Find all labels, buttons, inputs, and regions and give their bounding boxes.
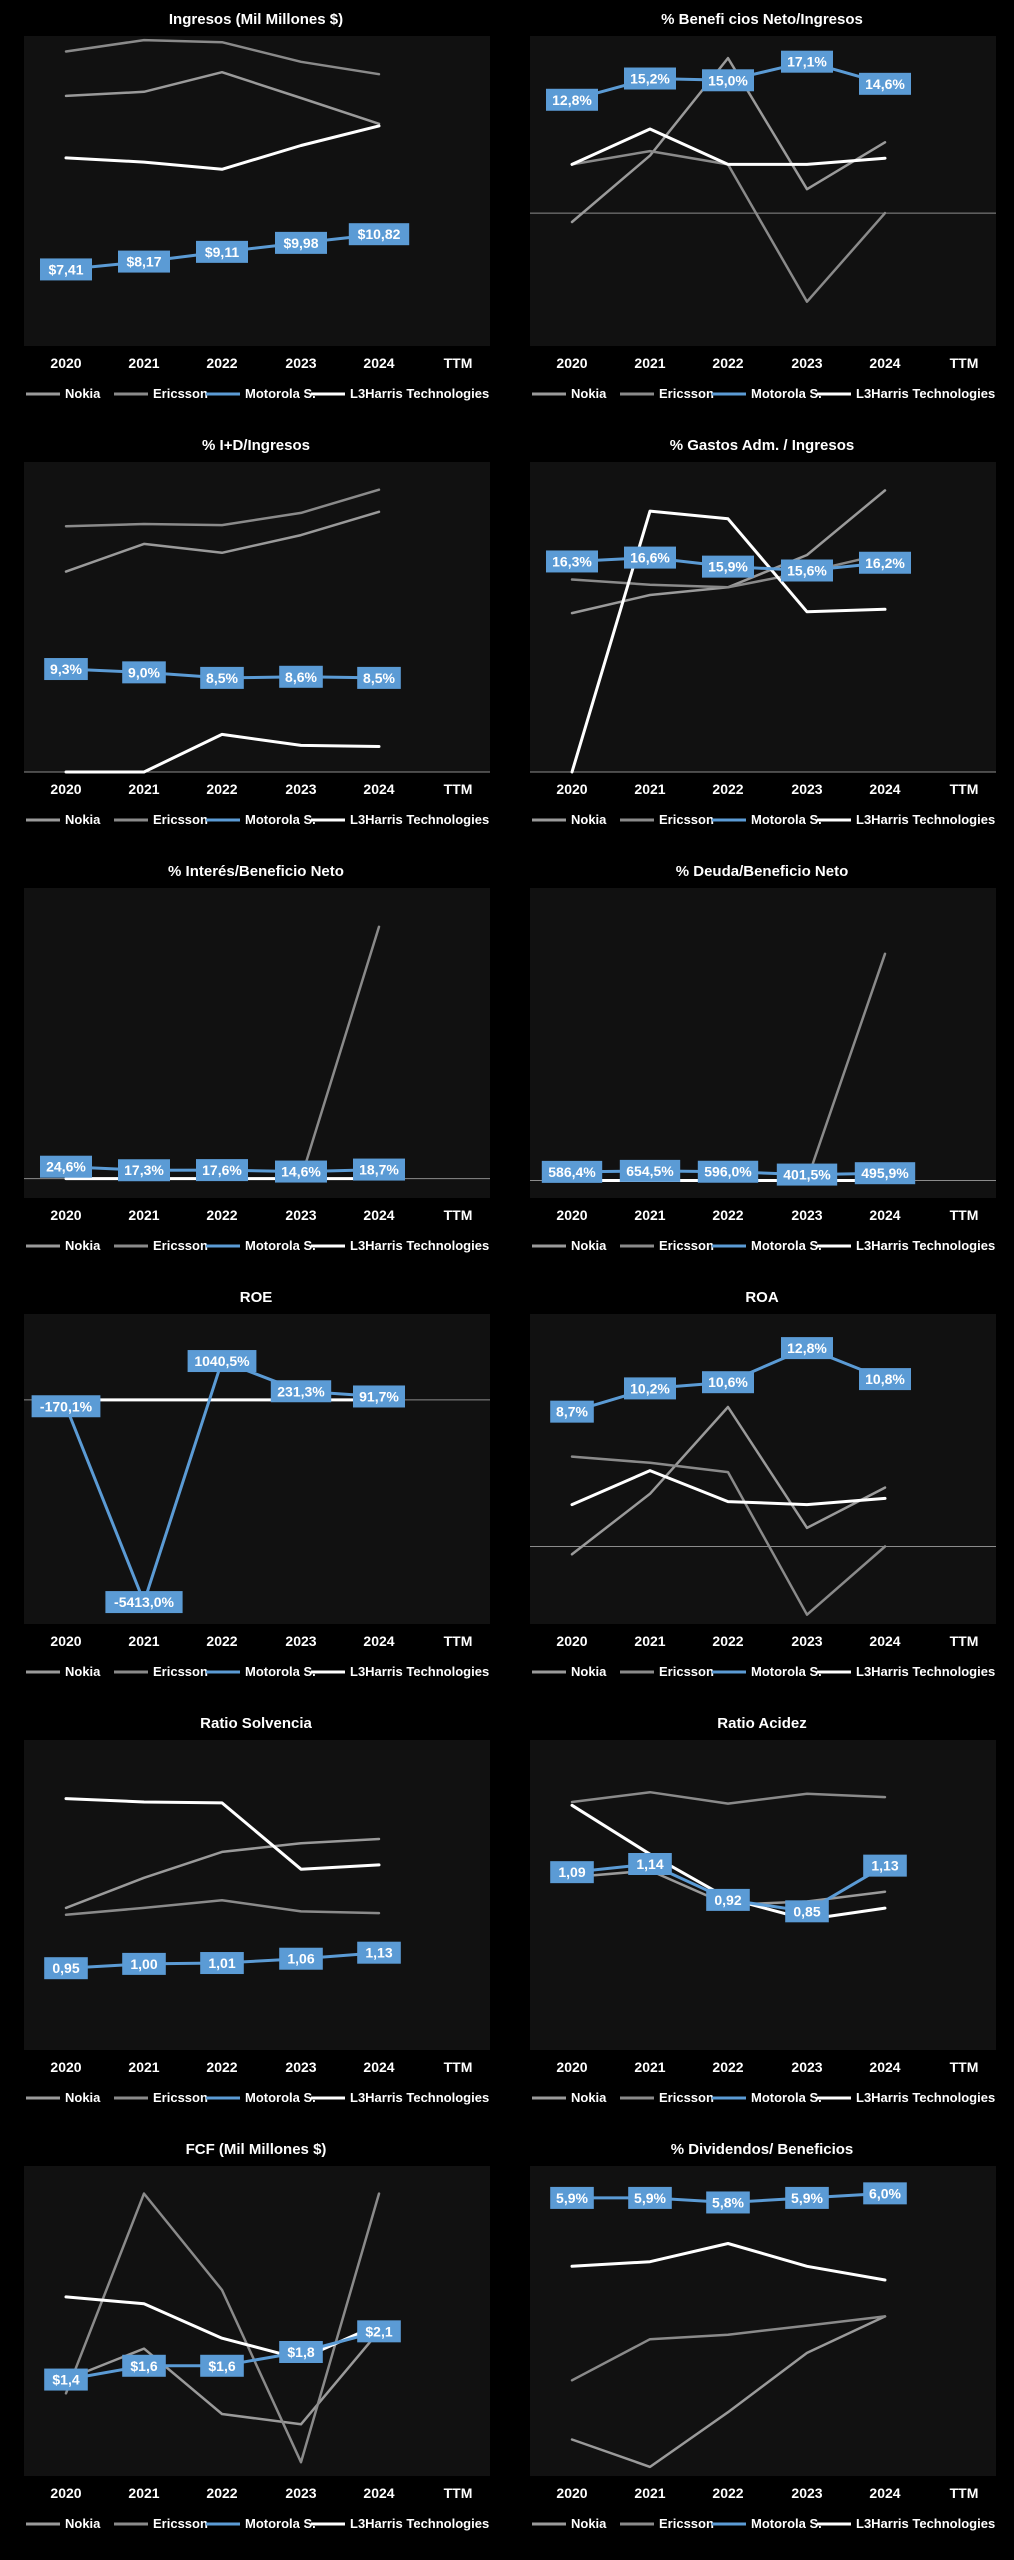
data-label bbox=[702, 1371, 754, 1393]
data-label-text: 17,6% bbox=[202, 1162, 242, 1179]
data-label bbox=[105, 1591, 182, 1613]
x-tick-label: 2022 bbox=[206, 2059, 238, 2075]
x-tick-label: 2022 bbox=[712, 355, 744, 371]
data-label bbox=[702, 556, 754, 578]
chart-title: % Deuda/Beneficio Neto bbox=[675, 863, 849, 880]
x-tick-label: TTM bbox=[443, 2485, 473, 2501]
data-label-text: 18,7% bbox=[359, 1161, 399, 1178]
data-label-text: 15,9% bbox=[708, 558, 748, 575]
chart-title: ROE bbox=[239, 1289, 273, 1306]
data-label bbox=[863, 1855, 907, 1877]
chart-title: FCF (Mil Millones $) bbox=[185, 2141, 327, 2158]
x-tick-label: 2021 bbox=[634, 781, 666, 797]
x-tick-label: 2023 bbox=[791, 781, 823, 797]
x-tick-label: 2020 bbox=[556, 2059, 588, 2075]
data-label bbox=[32, 1395, 101, 1417]
x-tick-label: 2021 bbox=[128, 1633, 160, 1649]
data-label bbox=[785, 1900, 829, 1922]
legend-label-ericsson: Ericsson bbox=[153, 386, 208, 401]
data-label-text: $1,8 bbox=[287, 2344, 315, 2360]
data-label bbox=[863, 2182, 907, 2204]
plot-area bbox=[24, 462, 490, 772]
data-label bbox=[781, 1337, 833, 1359]
chart-title: Ratio Acidez bbox=[717, 1715, 807, 1732]
data-label bbox=[40, 1156, 92, 1178]
legend-label-nokia: Nokia bbox=[65, 2516, 101, 2531]
x-tick-label: TTM bbox=[443, 355, 473, 371]
plot-area bbox=[530, 462, 996, 772]
data-label bbox=[200, 1952, 244, 1974]
legend-label-nokia: Nokia bbox=[571, 1238, 607, 1253]
data-label-text: 5,9% bbox=[791, 2189, 823, 2206]
legend-label-motorola-s: Motorola S. bbox=[245, 2516, 316, 2531]
legend-label-ericsson: Ericsson bbox=[659, 386, 714, 401]
chart-panel-ratio-solvencia bbox=[6, 1704, 506, 2124]
data-label bbox=[44, 2369, 88, 2391]
data-label bbox=[357, 1942, 401, 1964]
chart-panel-benefi-cios-neto-ingresos bbox=[512, 0, 1012, 420]
legend-label-nokia: Nokia bbox=[571, 2090, 607, 2105]
data-label bbox=[624, 547, 676, 569]
legend bbox=[26, 1664, 489, 1679]
plot-area bbox=[530, 2166, 996, 2476]
legend-label-nokia: Nokia bbox=[65, 1238, 101, 1253]
data-label-text: 1,06 bbox=[287, 1950, 315, 1967]
legend-label-l3harris-technologies: L3Harris Technologies bbox=[350, 1664, 490, 1679]
data-label bbox=[781, 51, 833, 73]
legend-label-l3harris-technologies: L3Harris Technologies bbox=[856, 1664, 996, 1679]
data-label-text: 0,95 bbox=[52, 1960, 80, 1977]
data-label-text: 16,2% bbox=[865, 554, 905, 571]
data-label-text: $9,98 bbox=[283, 234, 319, 251]
data-label bbox=[200, 667, 244, 689]
x-tick-label: 2021 bbox=[634, 1633, 666, 1649]
x-tick-label: 2021 bbox=[634, 355, 666, 371]
x-tick-label: 2022 bbox=[712, 2059, 744, 2075]
data-label-text: 10,2% bbox=[630, 1380, 670, 1397]
legend bbox=[26, 2516, 489, 2531]
legend bbox=[532, 2516, 995, 2531]
legend bbox=[532, 812, 995, 827]
data-label-text: 14,6% bbox=[865, 75, 905, 92]
legend-label-ericsson: Ericsson bbox=[659, 812, 714, 827]
chart-svg bbox=[6, 2130, 506, 2550]
chart-svg bbox=[512, 426, 1012, 846]
data-label bbox=[706, 2191, 750, 2213]
x-tick-label: 2023 bbox=[285, 1633, 317, 1649]
x-tick-label: 2022 bbox=[712, 781, 744, 797]
data-label-text: 5,8% bbox=[712, 2194, 744, 2211]
x-tick-label: 2021 bbox=[128, 355, 160, 371]
x-tick-label: 2022 bbox=[712, 1633, 744, 1649]
data-label bbox=[706, 1889, 750, 1911]
x-tick-label: 2022 bbox=[206, 781, 238, 797]
legend-label-motorola-s: Motorola S. bbox=[751, 2090, 822, 2105]
x-tick-label: 2021 bbox=[634, 2059, 666, 2075]
chart-title: % Dividendos/ Beneficios bbox=[670, 2141, 854, 2158]
x-tick-label: 2021 bbox=[128, 1207, 160, 1223]
data-label bbox=[785, 2187, 829, 2209]
data-label bbox=[279, 1948, 323, 1970]
x-tick-label: 2020 bbox=[50, 355, 82, 371]
legend-label-nokia: Nokia bbox=[571, 2516, 607, 2531]
legend-label-motorola-s: Motorola S. bbox=[751, 2516, 822, 2531]
plot-area bbox=[530, 36, 996, 346]
x-tick-label: TTM bbox=[949, 781, 979, 797]
data-label-text: -170,1% bbox=[39, 1398, 93, 1415]
x-tick-label: 2024 bbox=[363, 781, 395, 797]
legend bbox=[26, 386, 489, 401]
chart-title: ROA bbox=[745, 1289, 779, 1306]
legend-label-nokia: Nokia bbox=[65, 386, 101, 401]
data-label-text: 586,4% bbox=[548, 1163, 596, 1180]
legend-label-ericsson: Ericsson bbox=[659, 1664, 714, 1679]
data-label-text: 15,6% bbox=[787, 562, 827, 579]
data-label-text: 0,92 bbox=[714, 1891, 742, 1908]
chart-panel-gastos-adm-ingresos bbox=[512, 426, 1012, 846]
data-label-text: 14,6% bbox=[281, 1163, 321, 1180]
data-label-text: 24,6% bbox=[46, 1158, 86, 1175]
data-label bbox=[702, 69, 754, 91]
data-label-text: $2,1 bbox=[365, 2323, 393, 2340]
x-tick-label: 2021 bbox=[634, 2485, 666, 2501]
x-tick-label: 2024 bbox=[363, 1633, 395, 1649]
legend-label-ericsson: Ericsson bbox=[153, 2516, 208, 2531]
data-label-text: $9,11 bbox=[204, 243, 240, 260]
legend-label-nokia: Nokia bbox=[571, 1664, 607, 1679]
data-label-text: 1,09 bbox=[558, 1864, 586, 1881]
x-tick-label: TTM bbox=[949, 2059, 979, 2075]
x-tick-label: 2020 bbox=[50, 1633, 82, 1649]
data-label-text: $1,6 bbox=[130, 2357, 158, 2374]
x-tick-label: 2024 bbox=[869, 2485, 901, 2501]
legend-label-l3harris-technologies: L3Harris Technologies bbox=[350, 1238, 490, 1253]
legend-label-ericsson: Ericsson bbox=[659, 2516, 714, 2531]
data-label bbox=[118, 1159, 170, 1181]
legend-label-ericsson: Ericsson bbox=[153, 2090, 208, 2105]
data-label bbox=[44, 658, 88, 680]
legend bbox=[26, 1238, 489, 1253]
data-label-text: 16,6% bbox=[630, 549, 670, 566]
chart-svg bbox=[512, 0, 1012, 420]
chart-panel-ratio-acidez bbox=[512, 1704, 1012, 2124]
data-label-text: 8,7% bbox=[556, 1403, 588, 1420]
legend-label-l3harris-technologies: L3Harris Technologies bbox=[350, 386, 490, 401]
chart-svg bbox=[512, 852, 1012, 1272]
chart-svg bbox=[6, 1278, 506, 1698]
data-label-text: 1,14 bbox=[636, 1856, 664, 1872]
chart-panel-roe bbox=[6, 1278, 506, 1698]
x-tick-label: TTM bbox=[443, 1633, 473, 1649]
x-tick-label: 2022 bbox=[206, 2485, 238, 2501]
legend-label-nokia: Nokia bbox=[571, 812, 607, 827]
chart-panel-fcf-mil-millones bbox=[6, 2130, 506, 2550]
x-tick-label: 2022 bbox=[206, 355, 238, 371]
chart-panel-ingresos-mil-millones bbox=[6, 0, 506, 420]
data-label-text: 8,5% bbox=[363, 669, 395, 686]
data-label bbox=[353, 1385, 405, 1407]
chart-svg bbox=[6, 852, 506, 1272]
data-label-text: 9,0% bbox=[128, 664, 160, 681]
legend-label-l3harris-technologies: L3Harris Technologies bbox=[856, 2090, 996, 2105]
x-tick-label: 2024 bbox=[869, 355, 901, 371]
legend-label-motorola-s: Motorola S. bbox=[245, 2090, 316, 2105]
data-label bbox=[275, 1161, 327, 1183]
x-tick-label: 2023 bbox=[791, 2485, 823, 2501]
legend-label-nokia: Nokia bbox=[571, 386, 607, 401]
legend bbox=[532, 2090, 995, 2105]
x-tick-label: TTM bbox=[949, 1207, 979, 1223]
legend-label-l3harris-technologies: L3Harris Technologies bbox=[856, 386, 996, 401]
x-tick-label: TTM bbox=[949, 355, 979, 371]
data-label bbox=[624, 1377, 676, 1399]
data-label-text: 10,6% bbox=[708, 1374, 748, 1391]
x-tick-label: 2020 bbox=[50, 1207, 82, 1223]
data-label-text: 10,8% bbox=[865, 1371, 905, 1388]
legend-label-nokia: Nokia bbox=[65, 2090, 101, 2105]
x-tick-label: TTM bbox=[443, 2059, 473, 2075]
data-label-text: 1,13 bbox=[871, 1857, 899, 1874]
data-label bbox=[628, 2187, 672, 2209]
x-tick-label: TTM bbox=[443, 1207, 473, 1223]
chart-svg bbox=[6, 426, 506, 846]
data-label-text: 12,8% bbox=[552, 91, 592, 108]
data-label-text: 16,3% bbox=[552, 553, 592, 570]
legend bbox=[532, 386, 995, 401]
data-label-text: 17,3% bbox=[124, 1162, 164, 1179]
legend-label-l3harris-technologies: L3Harris Technologies bbox=[856, 2516, 996, 2531]
x-tick-label: 2023 bbox=[791, 2059, 823, 2075]
chart-svg bbox=[6, 0, 506, 420]
x-tick-label: 2023 bbox=[791, 1207, 823, 1223]
data-label-text: 231,3% bbox=[277, 1383, 325, 1400]
legend bbox=[26, 812, 489, 827]
chart-svg bbox=[512, 1704, 1012, 2124]
data-label-text: 15,2% bbox=[630, 70, 670, 87]
x-tick-label: 2022 bbox=[712, 1207, 744, 1223]
data-label bbox=[859, 73, 911, 95]
data-label-text: 495,9% bbox=[861, 1165, 909, 1182]
data-label bbox=[188, 1350, 257, 1372]
legend bbox=[532, 1664, 995, 1679]
plot-area bbox=[24, 1314, 490, 1624]
x-tick-label: 2024 bbox=[869, 1207, 901, 1223]
x-tick-label: 2024 bbox=[363, 2485, 395, 2501]
data-label-text: 401,5% bbox=[783, 1166, 831, 1183]
data-label-text: 1040,5% bbox=[194, 1353, 250, 1370]
data-label bbox=[624, 68, 676, 90]
data-label-text: $1,6 bbox=[208, 2357, 236, 2374]
data-label bbox=[698, 1161, 758, 1183]
x-tick-label: 2021 bbox=[634, 1207, 666, 1223]
data-label-text: 1,00 bbox=[130, 1955, 158, 1972]
x-tick-label: TTM bbox=[949, 2485, 979, 2501]
data-label bbox=[620, 1160, 680, 1182]
x-tick-label: 2024 bbox=[363, 2059, 395, 2075]
data-label-text: 6,0% bbox=[869, 2185, 901, 2202]
x-tick-label: 2021 bbox=[128, 2059, 160, 2075]
data-label bbox=[859, 1368, 911, 1390]
data-label bbox=[196, 1159, 248, 1181]
data-label-text: 17,1% bbox=[787, 53, 827, 70]
legend-label-motorola-s: Motorola S. bbox=[751, 1664, 822, 1679]
data-label-text: 5,9% bbox=[634, 2189, 666, 2206]
data-label bbox=[550, 2187, 594, 2209]
plot-area bbox=[530, 1740, 996, 2050]
legend-label-ericsson: Ericsson bbox=[153, 1238, 208, 1253]
x-tick-label: 2020 bbox=[556, 355, 588, 371]
data-label-text: 5,9% bbox=[556, 2189, 588, 2206]
data-label-text: 12,8% bbox=[787, 1340, 827, 1357]
data-label bbox=[275, 232, 327, 254]
data-label-text: 8,5% bbox=[206, 669, 238, 686]
data-label bbox=[357, 667, 401, 689]
legend-label-nokia: Nokia bbox=[65, 812, 101, 827]
legend-label-l3harris-technologies: L3Harris Technologies bbox=[350, 2516, 490, 2531]
x-tick-label: 2024 bbox=[363, 1207, 395, 1223]
x-tick-label: 2023 bbox=[285, 1207, 317, 1223]
data-label bbox=[546, 89, 598, 111]
legend-label-motorola-s: Motorola S. bbox=[751, 1238, 822, 1253]
x-tick-label: 2023 bbox=[791, 355, 823, 371]
data-label bbox=[855, 1162, 915, 1184]
data-label bbox=[550, 1401, 594, 1423]
data-label bbox=[279, 2341, 323, 2363]
chart-title: Ratio Solvencia bbox=[200, 1715, 312, 1732]
data-label-text: $8,17 bbox=[126, 253, 162, 270]
legend-label-l3harris-technologies: L3Harris Technologies bbox=[856, 1238, 996, 1253]
data-label bbox=[40, 258, 92, 280]
chart-title: % Interés/Beneficio Neto bbox=[168, 863, 344, 880]
data-label bbox=[542, 1161, 602, 1183]
plot-area bbox=[530, 888, 996, 1198]
data-label bbox=[353, 1159, 405, 1181]
data-label-text: 0,85 bbox=[793, 1903, 821, 1920]
data-label bbox=[122, 661, 166, 683]
x-tick-label: 2020 bbox=[556, 1633, 588, 1649]
chart-svg bbox=[512, 2130, 1012, 2550]
plot-area bbox=[530, 1314, 996, 1624]
data-label-text: $1,4 bbox=[52, 2371, 80, 2388]
data-label bbox=[777, 1164, 837, 1186]
legend-label-nokia: Nokia bbox=[65, 1664, 101, 1679]
x-tick-label: 2022 bbox=[206, 1207, 238, 1223]
legend-label-motorola-s: Motorola S. bbox=[245, 812, 316, 827]
data-label bbox=[122, 1953, 166, 1975]
x-tick-label: 2020 bbox=[556, 781, 588, 797]
data-label-text: 1,01 bbox=[208, 1955, 236, 1972]
legend-label-motorola-s: Motorola S. bbox=[245, 1664, 316, 1679]
data-label-text: -5413,0% bbox=[114, 1594, 174, 1611]
legend-label-ericsson: Ericsson bbox=[659, 1238, 714, 1253]
x-tick-label: 2024 bbox=[869, 781, 901, 797]
x-tick-label: 2021 bbox=[128, 781, 160, 797]
data-label bbox=[122, 2355, 166, 2377]
data-label bbox=[781, 560, 833, 582]
data-label-text: $7,41 bbox=[48, 261, 84, 278]
chart-panel-dividendos-beneficios bbox=[512, 2130, 1012, 2550]
x-tick-label: 2022 bbox=[206, 1633, 238, 1649]
x-tick-label: 2024 bbox=[363, 355, 395, 371]
chart-title: % Gastos Adm. / Ingresos bbox=[669, 437, 855, 454]
data-label bbox=[859, 552, 911, 574]
legend-label-motorola-s: Motorola S. bbox=[245, 386, 316, 401]
data-label bbox=[118, 251, 170, 273]
data-label-text: 15,0% bbox=[708, 72, 748, 89]
data-label-text: 91,7% bbox=[359, 1388, 399, 1405]
x-tick-label: 2024 bbox=[869, 1633, 901, 1649]
data-label bbox=[279, 666, 323, 688]
data-label-text: 9,3% bbox=[50, 661, 82, 678]
x-tick-label: 2023 bbox=[791, 1633, 823, 1649]
legend-label-ericsson: Ericsson bbox=[153, 812, 208, 827]
data-label-text: $10,82 bbox=[357, 226, 401, 243]
x-tick-label: 2022 bbox=[712, 2485, 744, 2501]
plot-area bbox=[24, 1740, 490, 2050]
data-label bbox=[357, 2320, 401, 2342]
x-tick-label: 2023 bbox=[285, 781, 317, 797]
chart-title: % Benefi cios Neto/Ingresos bbox=[661, 11, 863, 28]
data-label-text: 8,6% bbox=[285, 668, 317, 685]
chart-title: % I+D/Ingresos bbox=[202, 437, 310, 454]
chart-svg bbox=[6, 1704, 506, 2124]
x-tick-label: 2020 bbox=[50, 2059, 82, 2075]
legend-label-l3harris-technologies: L3Harris Technologies bbox=[350, 2090, 490, 2105]
chart-title: Ingresos (Mil Millones $) bbox=[168, 11, 344, 28]
x-tick-label: 2023 bbox=[285, 2059, 317, 2075]
chart-panel-deuda-beneficio-neto bbox=[512, 852, 1012, 1272]
x-tick-label: TTM bbox=[443, 781, 473, 797]
x-tick-label: TTM bbox=[949, 1633, 979, 1649]
data-label bbox=[200, 2355, 244, 2377]
legend-label-ericsson: Ericsson bbox=[659, 2090, 714, 2105]
x-tick-label: 2023 bbox=[285, 2485, 317, 2501]
x-tick-label: 2020 bbox=[50, 2485, 82, 2501]
data-label bbox=[546, 550, 598, 572]
data-label bbox=[628, 1853, 672, 1875]
data-label-text: 1,13 bbox=[365, 1944, 393, 1961]
x-tick-label: 2020 bbox=[50, 781, 82, 797]
x-tick-label: 2020 bbox=[556, 1207, 588, 1223]
legend-label-l3harris-technologies: L3Harris Technologies bbox=[350, 812, 490, 827]
data-label-text: 654,5% bbox=[626, 1162, 674, 1179]
legend bbox=[532, 1238, 995, 1253]
legend-label-motorola-s: Motorola S. bbox=[245, 1238, 316, 1253]
data-label bbox=[196, 241, 248, 263]
x-tick-label: 2020 bbox=[556, 2485, 588, 2501]
legend-label-motorola-s: Motorola S. bbox=[751, 812, 822, 827]
data-label bbox=[271, 1380, 331, 1402]
chart-panel-roa bbox=[512, 1278, 1012, 1698]
legend-label-ericsson: Ericsson bbox=[153, 1664, 208, 1679]
chart-panel-i-d-ingresos bbox=[6, 426, 506, 846]
x-tick-label: 2024 bbox=[869, 2059, 901, 2075]
legend-label-l3harris-technologies: L3Harris Technologies bbox=[856, 812, 996, 827]
plot-area bbox=[24, 888, 490, 1198]
legend-label-motorola-s: Motorola S. bbox=[751, 386, 822, 401]
x-tick-label: 2023 bbox=[285, 355, 317, 371]
legend bbox=[26, 2090, 489, 2105]
data-label bbox=[44, 1957, 88, 1979]
data-label bbox=[349, 223, 409, 245]
x-tick-label: 2021 bbox=[128, 2485, 160, 2501]
chart-svg bbox=[512, 1278, 1012, 1698]
data-label bbox=[550, 1861, 594, 1883]
chart-panel-inter-s-beneficio-neto bbox=[6, 852, 506, 1272]
data-label-text: 596,0% bbox=[704, 1163, 752, 1180]
